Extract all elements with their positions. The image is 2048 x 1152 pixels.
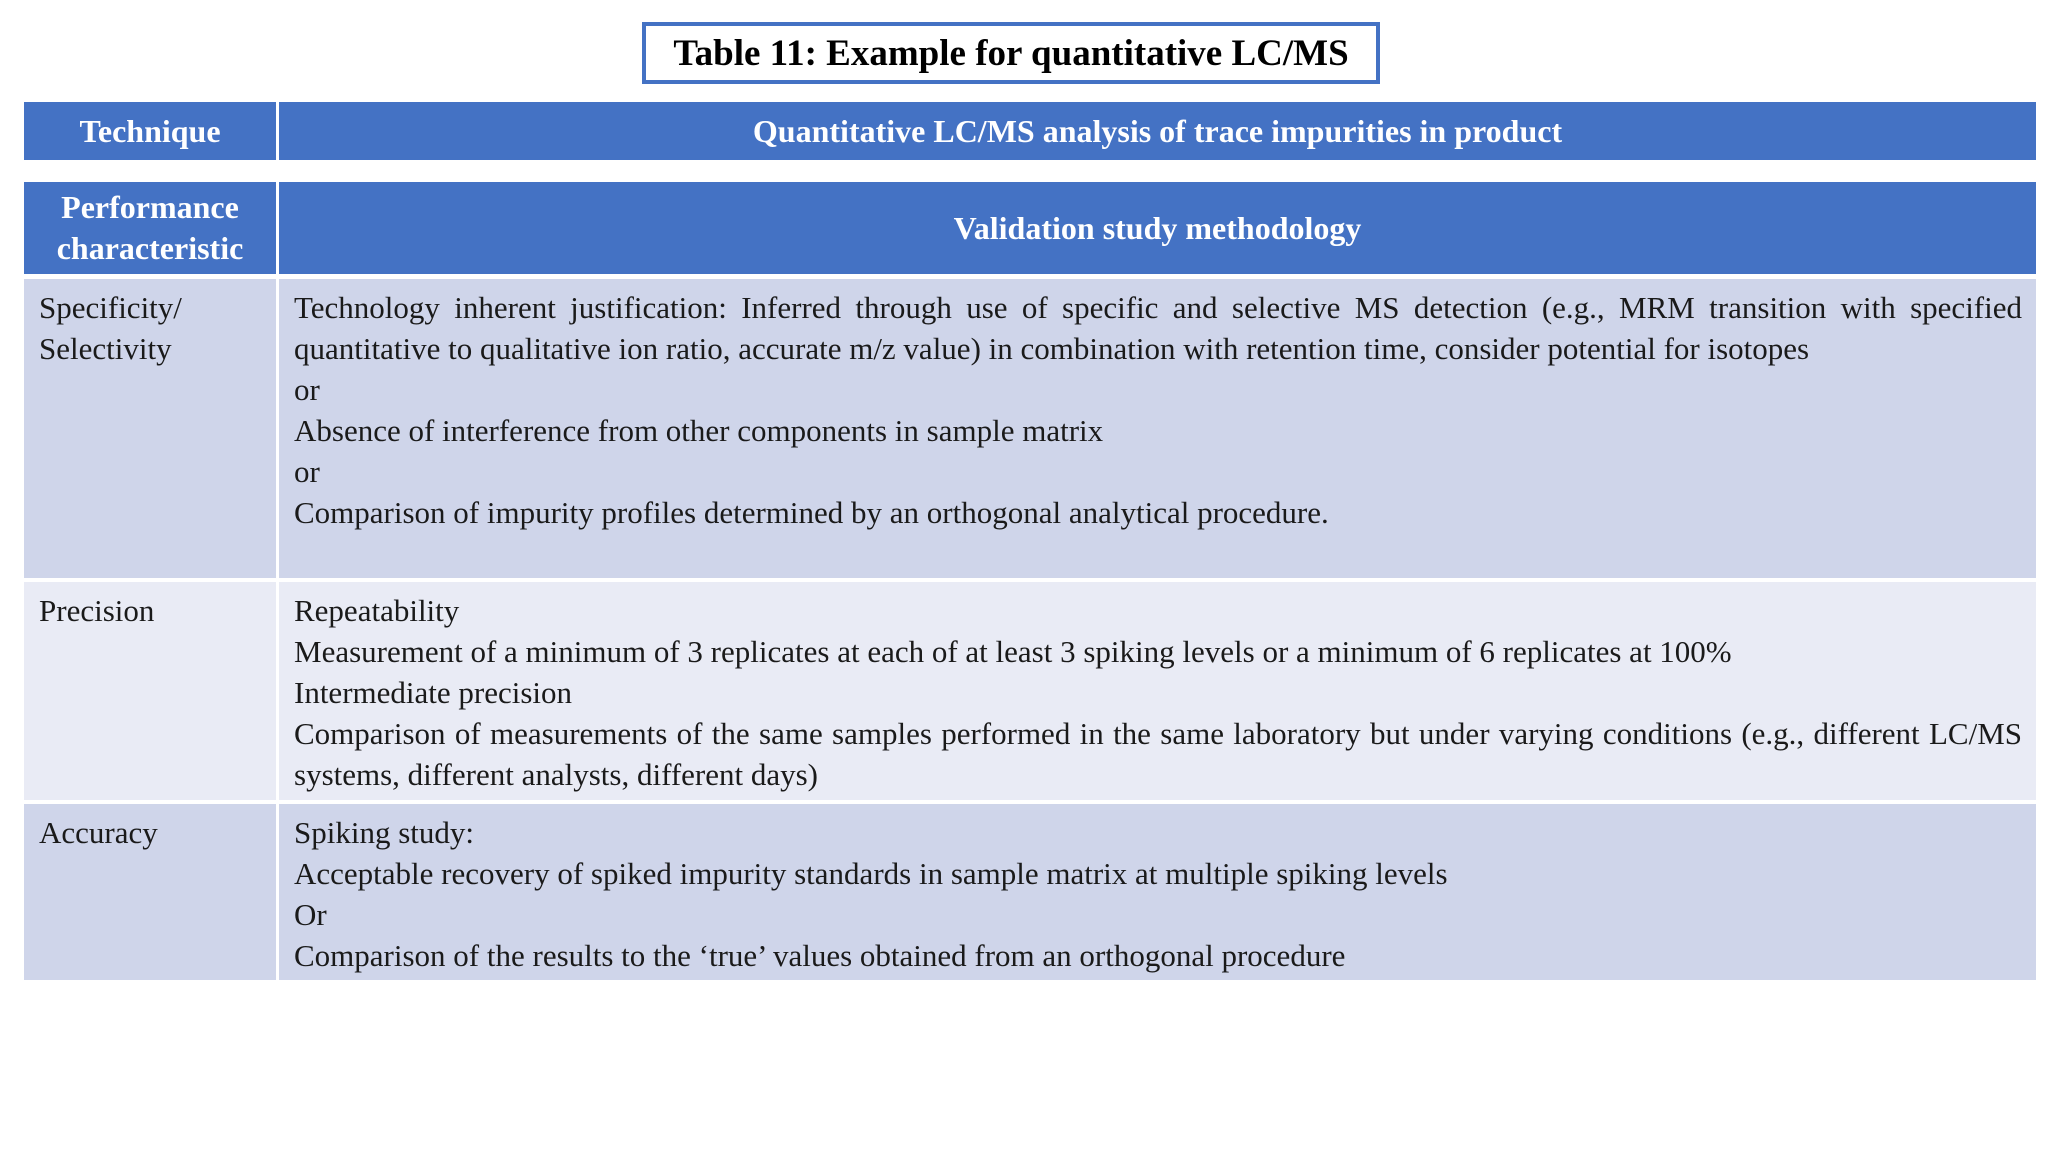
methodology-cell <box>276 582 2036 800</box>
performance-characteristic-header <box>24 182 276 274</box>
characteristic-cell <box>24 804 276 980</box>
characteristic-cell <box>24 582 276 800</box>
methodology-text: Technology inherent justification: Inferred through use of specific and selective MS detection (e.g., MRM transition with specified quantitative to qualitative ion ratio, accurate m/z value) in combination with retention time, consider potential for isotopes <box>294 290 2022 366</box>
table-header-row <box>24 182 2036 274</box>
technique-value: Quantitative LC/MS analysis of trace impurities in product <box>276 102 2036 160</box>
characteristic-text: Selectivity <box>39 331 172 366</box>
methodology-text: Intermediate precision <box>294 675 573 710</box>
methodology-text: Measurement of a minimum of 3 replicates at each of at least 3 spiking levels or a minimum of 6 replicates at 100% <box>294 634 1732 669</box>
methodology-cell <box>276 804 2036 980</box>
technique-row <box>24 102 2036 160</box>
methodology-text: or <box>294 372 320 407</box>
characteristic-text: Specificity/ <box>39 290 182 325</box>
characteristic-text: Accuracy <box>39 815 158 850</box>
validation-methodology-header: Validation study methodology <box>276 182 2036 274</box>
table-row-accuracy <box>24 804 2036 980</box>
table-title: Table 11: Example for quantitative LC/MS <box>642 22 1380 84</box>
characteristic-cell <box>24 279 276 578</box>
table-row-specificity <box>24 279 2036 578</box>
header-line: characteristic <box>56 230 244 266</box>
header-line: Performance <box>61 189 239 225</box>
methodology-text: Or <box>294 897 327 932</box>
methodology-text: Acceptable recovery of spiked impurity standards in sample matrix at multiple spiking levels <box>294 856 1448 891</box>
methodology-text: Repeatability <box>294 593 460 628</box>
methodology-text: Absence of interference from other components in sample matrix <box>294 413 1104 448</box>
methodology-cell <box>276 279 2036 578</box>
methodology-text: or <box>294 454 320 489</box>
characteristic-text: Precision <box>39 593 155 628</box>
methodology-text: Comparison of measurements of the same samples performed in the same laboratory but under varying conditions (e.g., different LC/MS systems, different analysts, different days) <box>294 716 2022 792</box>
methodology-text: Comparison of the results to the ‘true’ values obtained from an orthogonal procedure <box>294 938 1346 973</box>
table-row-precision <box>24 582 2036 800</box>
methodology-text: Comparison of impurity profiles determined by an orthogonal analytical procedure. <box>294 495 1329 530</box>
technique-label: Technique <box>24 102 276 160</box>
methodology-text: Spiking study: <box>294 815 475 850</box>
